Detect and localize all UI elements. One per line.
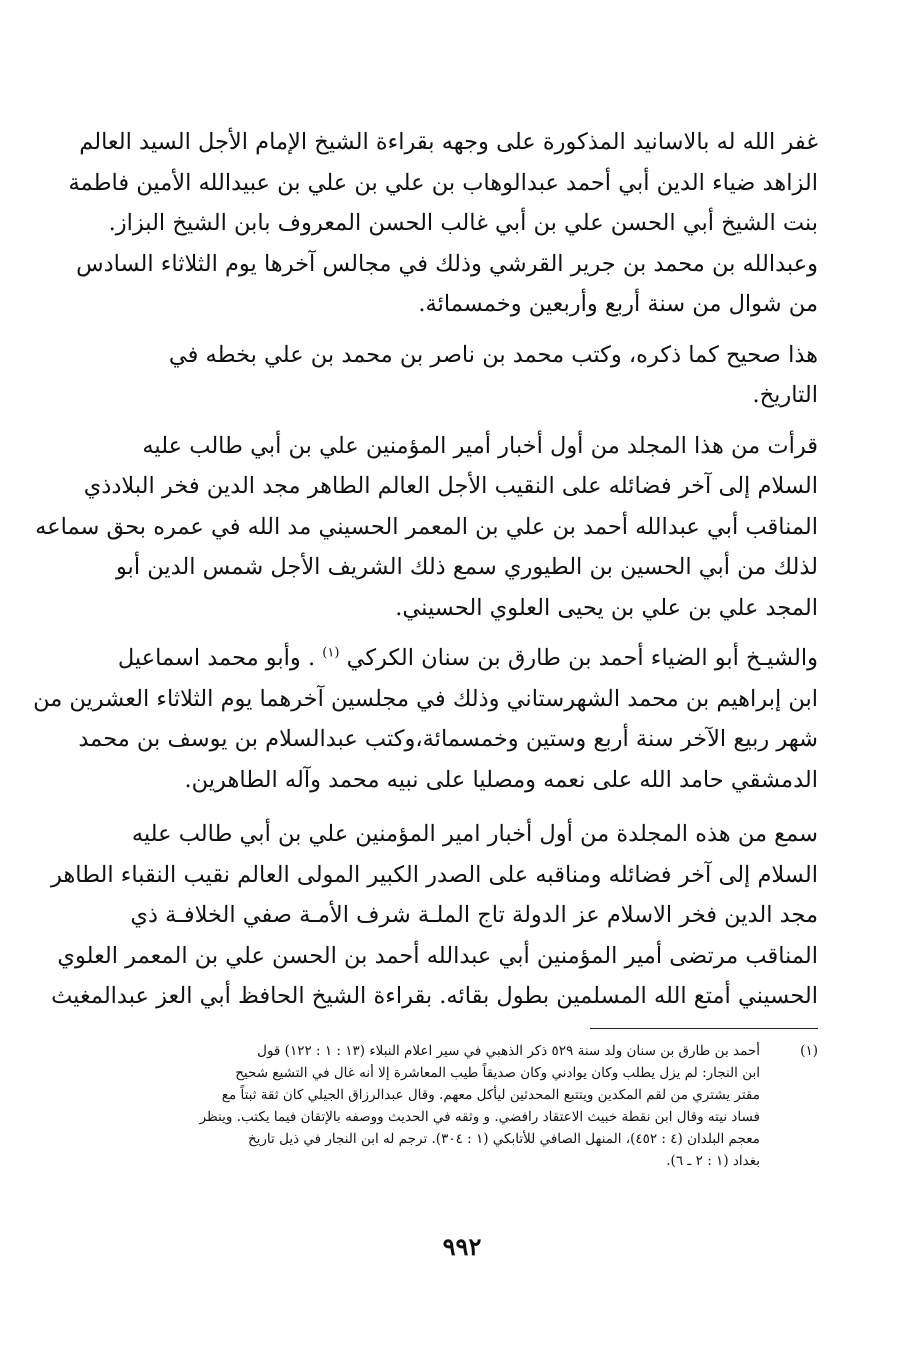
footnote-line: فساد نيته وقال ابن نقطة خبيث الاعتقاد رافضي. و وثقه في الحديث ووصفه بالإتقان فيما يكتب. وينظر (199, 1109, 760, 1125)
text-line: الدمشقي حامد الله على نعمه ومصليا على نبيه محمد وآله الطاهرين. (184, 766, 818, 793)
text-line: ابن إبراهيم بن محمد الشهرستاني وذلك في مجلسين آخرهما يوم الثلاثاء العشرين من (33, 685, 818, 712)
text-line (112, 638, 818, 679)
footnote-line: ابن النجار: لم يزل يطلب وكان يوادني وكان صديقاً طيب المعاشرة إلا أنه غال في التشيع شحيح (235, 1065, 760, 1081)
paragraph-4 (33, 638, 818, 800)
text-line: الحسيني أمتع الله المسلمين بطول بقائه. بقراءة الشيخ الحافظ أبي العز عبدالمغيث (51, 983, 818, 1009)
text-line: المناقب مرتضى أمير المؤمنين أبي عبدالله أحمد بن الحسن علي بن المعمر العلوي (57, 942, 818, 969)
text-line: المناقب أبي عبدالله أحمد بن علي بن المعمر الحسيني مد الله في عمره بحق سماعه (35, 513, 818, 540)
footnote-reference[interactable]: (١) (322, 645, 340, 661)
text-line: قرأت من هذا المجلد من أول أخبار أمير المؤمنين علي بن أبي طالب عليه (142, 432, 818, 459)
text-line: سمع من هذه المجلدة من أول أخبار امير المؤمنين علي بن أبي طالب عليه (131, 821, 818, 847)
text-line: السلام إلى آخر فضائله ومناقبه على الصدر الكبير المولى العالم نقيب النقباء الطاهر (50, 861, 818, 888)
footnote-line: مقتر يشتري من لقم المكدين ويتتبع المحدثين ليأكل معهم. وقال عبدالرزاق الجيلي كان ثقة ثبتاً مع (221, 1087, 760, 1103)
text-line: السلام إلى آخر فضائله على النقيب الأجل العالم الطاهر مجد الدين فخر البلادذي (83, 473, 818, 499)
text-line: هذا صحيح كما ذكره، وكتب محمد بن ناصر بن محمد بن علي بخطه في (168, 341, 818, 368)
main-text (33, 122, 818, 1017)
footnote-number: (١) (800, 1043, 818, 1059)
text-line: الزاهد ضياء الدين أبي أحمد عبدالوهاب بن علي بن علي بن عبيدالله الأمين فاطمة (68, 169, 818, 196)
paragraph-1 (68, 122, 818, 325)
text-segment: والشيـخ أبو الضياء أحمد بن طارق بن سنان الكركي (346, 645, 818, 671)
paragraph-5 (50, 814, 818, 1017)
paragraph-3 (35, 426, 818, 629)
text-line: بنت الشيخ أبي الحسن علي بن أبي غالب الحسن المعروف بابن الشيخ البزاز. (108, 210, 818, 236)
text-line: مجد الدين فخر الاسلام عز الدولة تاج الملـة شرف الأمـة صفي الخلافـة ذي (130, 902, 818, 928)
footnote (112, 1040, 818, 1172)
page-number: ٩٩٢ (442, 1232, 482, 1261)
footnote-body (112, 1040, 760, 1172)
text-line: التاريخ. (752, 382, 818, 408)
text-line: المجد علي بن علي بن يحيى العلوي الحسيني. (395, 594, 818, 621)
footnote-line: أحمد بن طارق بن سنان ولد سنة ٥٢٩ ذكر الذهبي في سير اعلام النبلاء (١٣ : ١ : ١٢٢) قول (257, 1043, 760, 1059)
paragraph-2 (112, 335, 818, 416)
footnote-separator (590, 1028, 818, 1029)
text-line: لذلك من أبي الحسين بن الطيوري سمع ذلك الشريف الأجل شمس الدين أبو (115, 554, 818, 580)
footnote-line: بغداد (١ : ٢ ـ ٦). (666, 1153, 760, 1169)
text-line: وعبدالله بن محمد بن جرير القرشي وذلك في مجالس آخرها يوم الثلاثاء السادس (76, 250, 818, 277)
text-segment: . وأبو محمد اسماعيل (117, 645, 316, 671)
text-line: غفر الله له بالاسانيد المذكورة على وجهه بقراءة الشيخ الإمام الأجل السيد العالم (79, 129, 818, 155)
text-line: شهر ربيع الآخر سنة أربع وستين وخمسمائة،وكتب عبدالسلام بن يوسف بن محمد (78, 726, 818, 752)
text-line: من شوال من سنة أربع وأربعين وخمسمائة. (418, 291, 818, 317)
footnote-line: معجم البلدان (٤ : ٤٥٢)، المنهل الصافي للأتابكي (١ : ٣٠٤). ترجم له ابن النجار في ذيل تاريخ (247, 1131, 760, 1147)
